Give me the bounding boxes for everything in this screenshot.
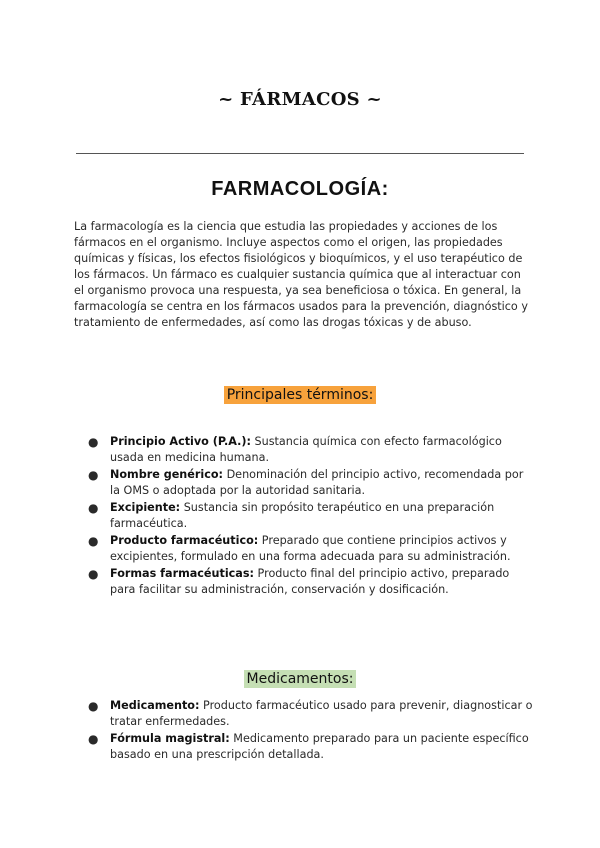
term-label: Principio Activo (P.A.):	[110, 435, 251, 448]
horizontal-divider	[76, 153, 524, 154]
medications-list	[74, 698, 534, 764]
terms-heading-label: Principales términos:	[224, 386, 377, 404]
section-title: FARMACOLOGÍA:	[211, 178, 389, 200]
term-label: Medicamento:	[110, 699, 200, 712]
list-item	[74, 731, 534, 763]
bullet-icon: ●	[88, 468, 99, 482]
terms-list	[74, 434, 534, 599]
term-label: Nombre genérico:	[110, 468, 224, 481]
term-definition: Producto final del principio activo, preparado para facilitar su administración, conservación y dosificación.	[110, 567, 510, 596]
bullet-icon: ●	[88, 567, 99, 581]
term-definition: Denominación del principio activo, recomendada por la OMS o adoptada por la autoridad sanitaria.	[110, 468, 524, 497]
bullet-icon: ●	[88, 732, 99, 746]
meds-heading-label: Medicamentos:	[244, 670, 357, 688]
bullet-icon: ●	[88, 699, 99, 713]
intro-paragraph: La farmacología es la ciencia que estudia las propiedades y acciones de los fármacos en el organismo. Incluye aspectos como el origen, las propiedades químicas y físicas, los efectos fisiológicos y bioquímicos, y el uso terapéutico de los fármacos. Un fármaco es cualquier sustancia química que al interactuar con el organismo provoca una respuesta, ya sea beneficiosa o tóxica. En general, la farmacología se centra en los fármacos usados para la prevención, diagnóstico y tratamiento de enfermedades, así como las drogas tóxicas y de abuso.	[74, 220, 528, 329]
term-label: Excipiente:	[110, 501, 181, 514]
list-item	[74, 566, 534, 598]
list-item	[74, 500, 534, 532]
bullet-icon: ●	[88, 534, 99, 548]
term-definition: Producto farmacéutico usado para prevenir, diagnosticar o tratar enfermedades.	[110, 699, 533, 728]
bullet-icon: ●	[88, 435, 99, 449]
term-label: Fórmula magistral:	[110, 732, 230, 745]
terms-heading	[0, 384, 600, 404]
meds-heading	[0, 668, 600, 688]
list-item	[74, 533, 534, 565]
term-label: Producto farmacéutico:	[110, 534, 259, 547]
bullet-icon: ●	[88, 501, 99, 515]
list-item	[74, 467, 534, 499]
term-definition: Preparado que contiene principios activos y excipientes, formulado en una forma adecuada para su administración.	[110, 534, 511, 563]
list-item	[74, 698, 534, 730]
term-definition: Sustancia química con efecto farmacológico usada en medicina humana.	[110, 435, 502, 464]
page-title: ~ FÁRMACOS ~	[218, 89, 382, 110]
term-definition: Sustancia sin propósito terapéutico en una preparación farmacéutica.	[110, 501, 495, 530]
term-label: Formas farmacéuticas:	[110, 567, 254, 580]
list-item	[74, 434, 534, 466]
term-definition: Medicamento preparado para un paciente específico basado en una prescripción detallada.	[110, 732, 529, 761]
